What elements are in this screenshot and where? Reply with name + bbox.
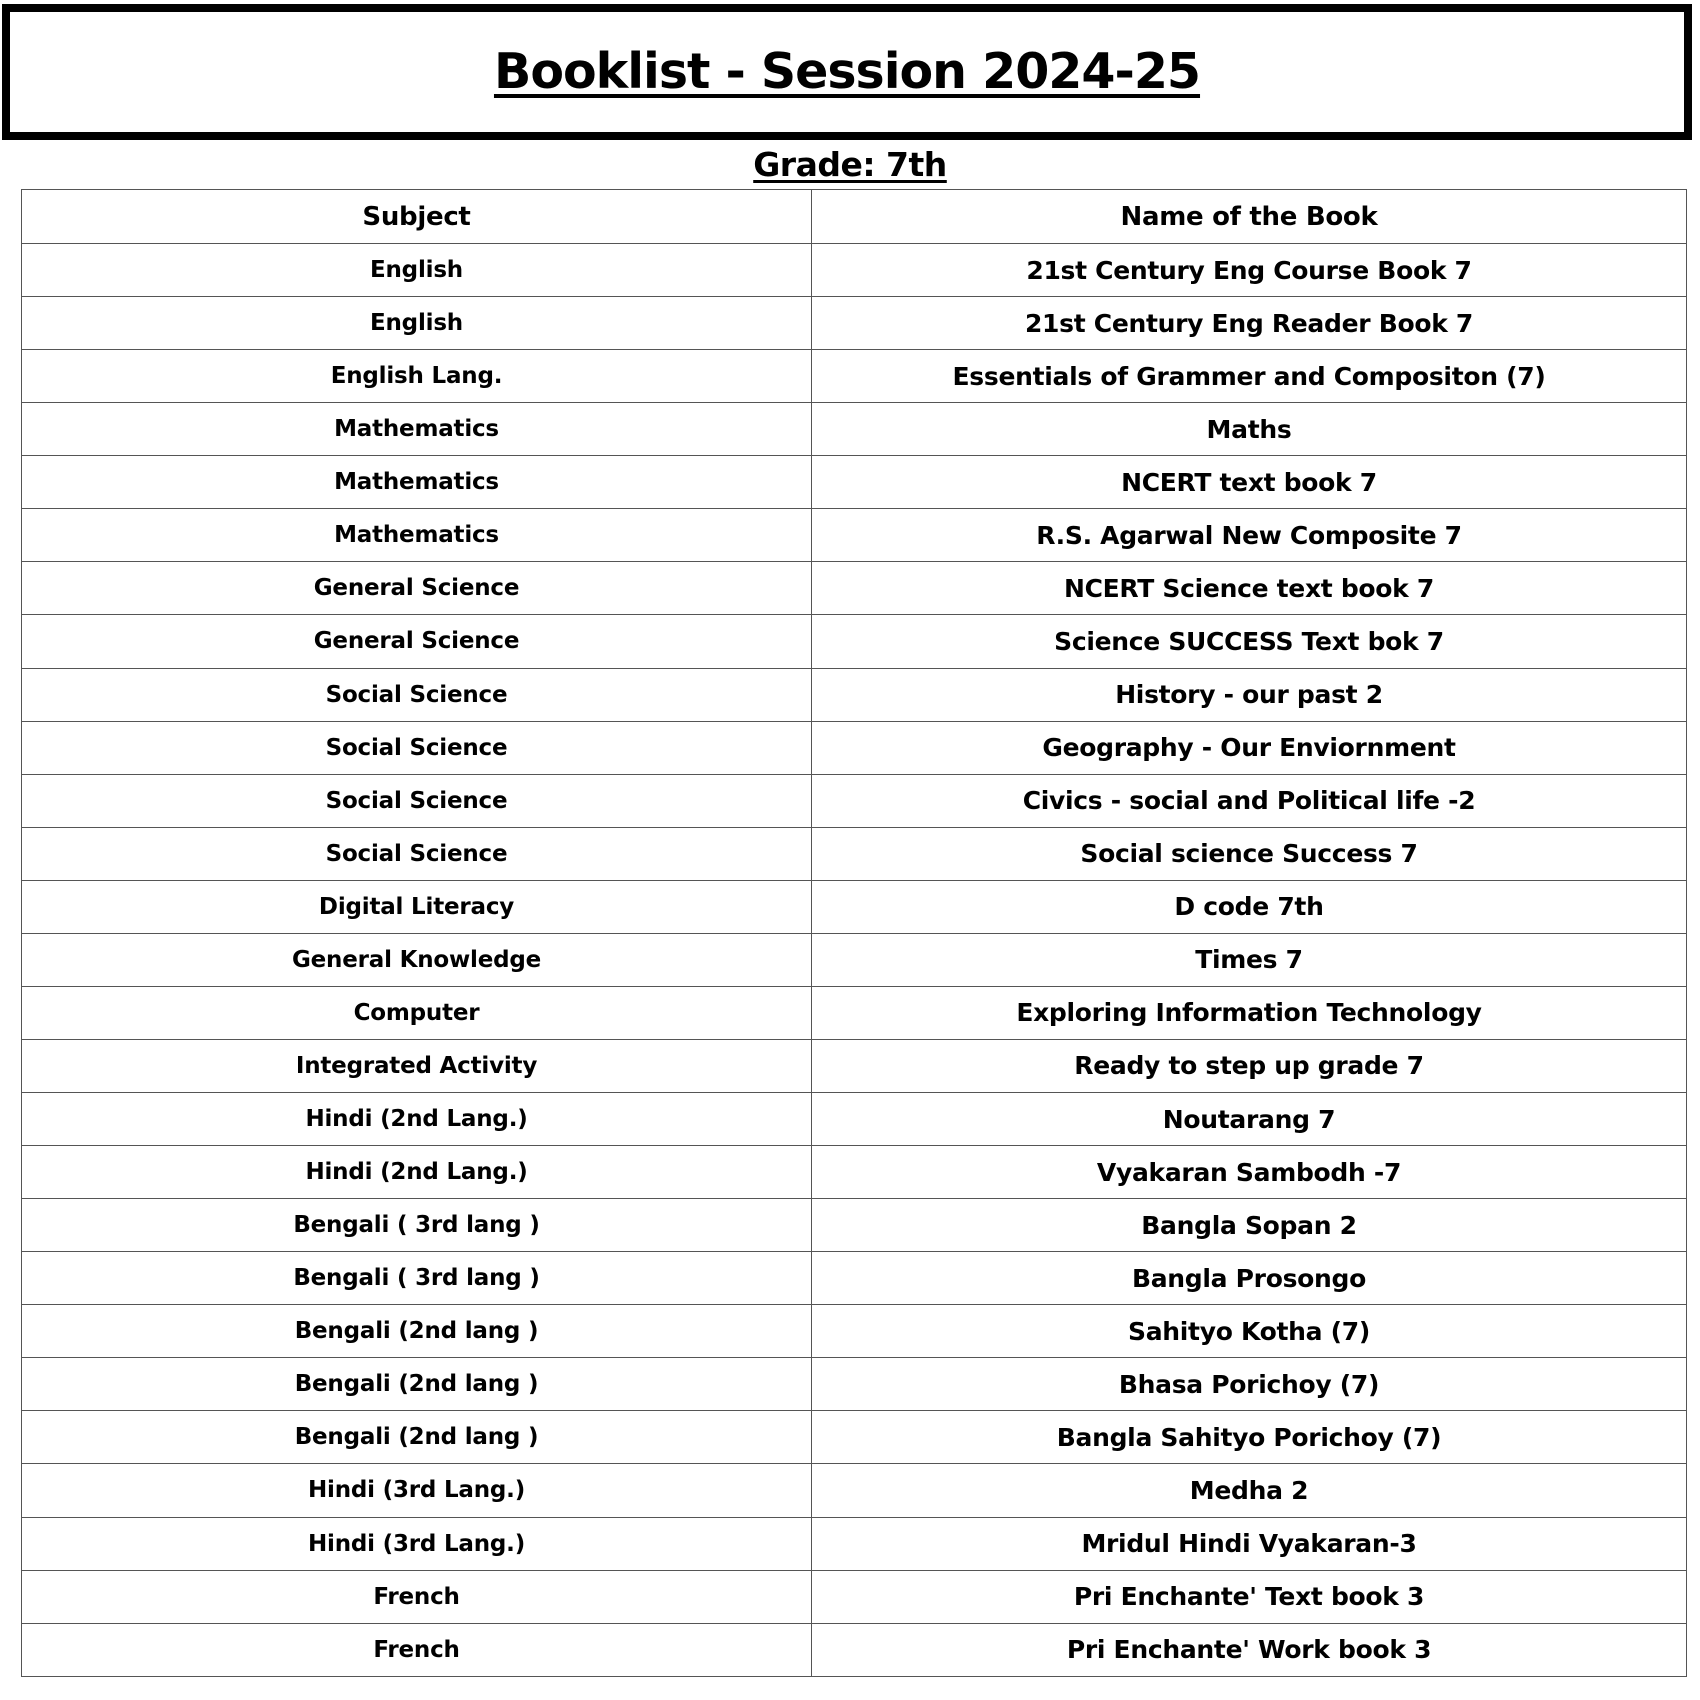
page-title: Booklist - Session 2024-25 xyxy=(493,42,1201,100)
table-row xyxy=(22,1517,1687,1570)
table-row xyxy=(22,297,1687,350)
table-row xyxy=(22,880,1687,933)
book-cell: Pri Enchante' Work book 3 xyxy=(812,1623,1687,1676)
subject-cell: Hindi (2nd Lang.) xyxy=(22,1093,812,1146)
table-row xyxy=(22,668,1687,721)
table-row xyxy=(22,1252,1687,1305)
table-row xyxy=(22,244,1687,297)
subject-cell: English Lang. xyxy=(22,350,812,403)
table-row xyxy=(22,986,1687,1039)
book-cell: Essentials of Grammer and Compositon (7) xyxy=(812,350,1687,403)
book-cell: Mridul Hindi Vyakaran-3 xyxy=(812,1517,1687,1570)
book-cell: NCERT text book 7 xyxy=(812,456,1687,509)
subject-cell: Digital Literacy xyxy=(22,880,812,933)
subject-cell: Social Science xyxy=(22,721,812,774)
subject-cell: General Knowledge xyxy=(22,933,812,986)
book-cell: Science SUCCESS Text bok 7 xyxy=(812,615,1687,668)
subject-cell: Bengali ( 3rd lang ) xyxy=(22,1252,812,1305)
table-header-row xyxy=(22,190,1687,244)
subject-cell: Social Science xyxy=(22,774,812,827)
table-row xyxy=(22,562,1687,615)
book-cell: R.S. Agarwal New Composite 7 xyxy=(812,509,1687,562)
book-cell: Pri Enchante' Text book 3 xyxy=(812,1570,1687,1623)
table-row xyxy=(22,1146,1687,1199)
table-row xyxy=(22,721,1687,774)
book-cell: Exploring Information Technology xyxy=(812,986,1687,1039)
subject-cell: Social Science xyxy=(22,827,812,880)
table-row xyxy=(22,350,1687,403)
book-cell: Bangla Prosongo xyxy=(812,1252,1687,1305)
table-row xyxy=(22,774,1687,827)
table-row xyxy=(22,1358,1687,1411)
book-cell: Social science Success 7 xyxy=(812,827,1687,880)
book-cell: 21st Century Eng Course Book 7 xyxy=(812,244,1687,297)
table-row xyxy=(22,1039,1687,1092)
book-cell: NCERT Science text book 7 xyxy=(812,562,1687,615)
header-book-name: Name of the Book xyxy=(812,190,1687,244)
book-cell: D code 7th xyxy=(812,880,1687,933)
table-row xyxy=(22,1199,1687,1252)
table-row xyxy=(22,1570,1687,1623)
book-cell: Bhasa Porichoy (7) xyxy=(812,1358,1687,1411)
header-subject: Subject xyxy=(22,190,812,244)
table-row xyxy=(22,1093,1687,1146)
subject-cell: Bengali (2nd lang ) xyxy=(22,1305,812,1358)
subject-cell: Hindi (3rd Lang.) xyxy=(22,1464,812,1517)
subject-cell: General Science xyxy=(22,562,812,615)
subject-cell: Mathematics xyxy=(22,509,812,562)
subject-cell: Hindi (3rd Lang.) xyxy=(22,1517,812,1570)
subject-cell: English xyxy=(22,297,812,350)
book-cell: Times 7 xyxy=(812,933,1687,986)
table-row xyxy=(22,509,1687,562)
subject-cell: French xyxy=(22,1623,812,1676)
table-row xyxy=(22,1305,1687,1358)
book-cell: Noutarang 7 xyxy=(812,1093,1687,1146)
subject-cell: Hindi (2nd Lang.) xyxy=(22,1146,812,1199)
subject-cell: Bengali (2nd lang ) xyxy=(22,1358,812,1411)
book-cell: 21st Century Eng Reader Book 7 xyxy=(812,297,1687,350)
book-cell: Vyakaran Sambodh -7 xyxy=(812,1146,1687,1199)
subject-cell: Computer xyxy=(22,986,812,1039)
table-body xyxy=(22,244,1687,1677)
book-cell: Geography - Our Enviornment xyxy=(812,721,1687,774)
subject-cell: General Science xyxy=(22,615,812,668)
table-row xyxy=(22,827,1687,880)
table-row xyxy=(22,615,1687,668)
table-row xyxy=(22,1411,1687,1464)
table-row xyxy=(22,1623,1687,1676)
book-cell: Maths xyxy=(812,403,1687,456)
title-box xyxy=(2,4,1692,140)
book-cell: Ready to step up grade 7 xyxy=(812,1039,1687,1092)
book-cell: History - our past 2 xyxy=(812,668,1687,721)
subject-cell: Bengali ( 3rd lang ) xyxy=(22,1199,812,1252)
subject-cell: Integrated Activity xyxy=(22,1039,812,1092)
booklist-table xyxy=(21,189,1687,1677)
table-row xyxy=(22,456,1687,509)
book-cell: Bangla Sahityo Porichoy (7) xyxy=(812,1411,1687,1464)
book-cell: Medha 2 xyxy=(812,1464,1687,1517)
subject-cell: Mathematics xyxy=(22,403,812,456)
table-row xyxy=(22,1464,1687,1517)
book-cell: Civics - social and Political life -2 xyxy=(812,774,1687,827)
table-row xyxy=(22,933,1687,986)
subject-cell: Social Science xyxy=(22,668,812,721)
subject-cell: French xyxy=(22,1570,812,1623)
grade-heading: Grade: 7th xyxy=(753,145,947,184)
table-row xyxy=(22,403,1687,456)
subject-cell: Mathematics xyxy=(22,456,812,509)
subject-cell: English xyxy=(22,244,812,297)
subject-cell: Bengali (2nd lang ) xyxy=(22,1411,812,1464)
book-cell: Sahityo Kotha (7) xyxy=(812,1305,1687,1358)
book-cell: Bangla Sopan 2 xyxy=(812,1199,1687,1252)
